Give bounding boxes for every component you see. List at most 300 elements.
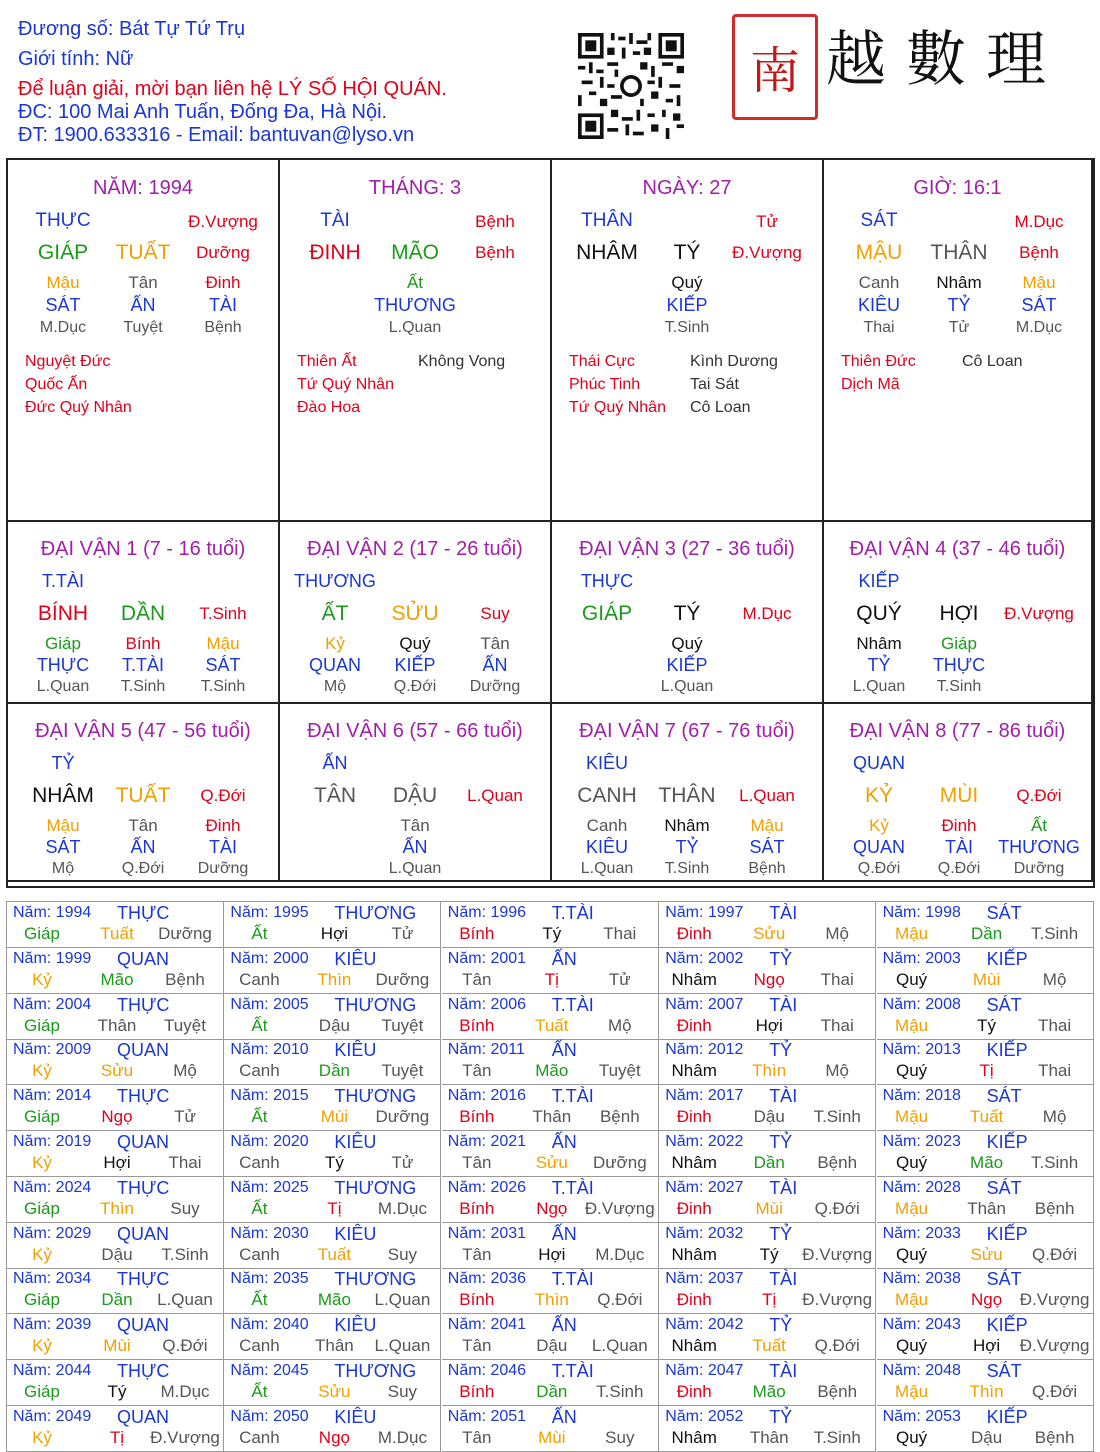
year-cell bbox=[877, 1085, 1094, 1131]
year-stem: Nhâm bbox=[671, 1427, 717, 1447]
pillar-stage: Bệnh bbox=[475, 243, 515, 262]
year-label: Năm: 2049 bbox=[13, 1407, 92, 1425]
year-label: Năm: 2015 bbox=[230, 1087, 309, 1105]
special-star: Thiên Ất bbox=[297, 353, 357, 370]
hidden-stem: Tân bbox=[128, 273, 158, 292]
year-branch: Ngọ bbox=[101, 1107, 133, 1127]
hidden-stage: Dưỡng bbox=[469, 678, 521, 695]
year-branch: Ngọ bbox=[318, 1427, 350, 1447]
year-stage: Thai bbox=[820, 969, 854, 989]
year-stage: Tuyệt bbox=[381, 1015, 424, 1035]
year-god: TỶ bbox=[769, 1223, 793, 1244]
special-star: Quốc Ấn bbox=[25, 376, 88, 393]
year-label: Năm: 1997 bbox=[665, 904, 744, 921]
hidden-stem: Quý bbox=[671, 273, 703, 292]
year-stage: Đ.Vượng bbox=[802, 1244, 873, 1264]
seal-stamp bbox=[732, 14, 818, 120]
dai-van-star: KIÊU bbox=[585, 753, 629, 773]
hidden-stem: Mậu bbox=[46, 816, 80, 835]
year-cell bbox=[7, 948, 224, 994]
hidden-god: KIÊU bbox=[585, 837, 629, 857]
dai-van-star: ẤN bbox=[322, 753, 348, 773]
year-label: Năm: 1994 bbox=[13, 904, 92, 921]
year-god: SÁT bbox=[986, 1269, 1022, 1290]
year-god: KIÊU bbox=[334, 948, 377, 969]
year-label: Năm: 2031 bbox=[447, 1224, 527, 1242]
hidden-god: ẤN bbox=[130, 837, 156, 857]
hidden-stem: Bính bbox=[125, 634, 161, 653]
year-god: KIẾP bbox=[986, 1315, 1028, 1336]
year-cell bbox=[442, 902, 659, 948]
year-god: THỰC bbox=[117, 1086, 170, 1107]
year-branch: Tị bbox=[109, 1427, 125, 1447]
year-stage: Q.Đới bbox=[597, 1290, 643, 1310]
year-label: Năm: 2007 bbox=[665, 995, 744, 1013]
year-branch: Dần bbox=[536, 1382, 568, 1401]
year-stem: Đinh bbox=[676, 924, 712, 943]
hidden-god: THỰC bbox=[36, 655, 90, 675]
year-branch: Sửu bbox=[753, 924, 786, 943]
year-branch: Thìn bbox=[752, 1061, 787, 1081]
year-branch: Ngọ bbox=[971, 1290, 1003, 1310]
pillar-star-right: M.Dục bbox=[1014, 212, 1064, 231]
special-star: Tai Sát bbox=[690, 376, 739, 393]
year-branch: Tuất bbox=[969, 1107, 1004, 1127]
year-god: KIÊU bbox=[334, 1040, 377, 1061]
year-stem: Mậu bbox=[895, 1382, 929, 1401]
year-stage: Suy bbox=[605, 1427, 635, 1447]
year-label: Năm: 2038 bbox=[882, 1270, 961, 1288]
dai-van-star: QUAN bbox=[852, 753, 906, 773]
hidden-stage: Tuyệt bbox=[123, 319, 163, 336]
year-stem: Nhâm bbox=[671, 1153, 717, 1172]
hidden-stage: Thai bbox=[863, 319, 895, 336]
year-cell bbox=[877, 1131, 1094, 1177]
year-label: Năm: 2014 bbox=[13, 1087, 92, 1105]
year-stage: Q.Đới bbox=[162, 1336, 208, 1356]
hidden-god: SÁT bbox=[205, 655, 241, 675]
year-cell bbox=[659, 948, 876, 994]
hidden-god: ẤN bbox=[482, 655, 508, 675]
dai-van-cell bbox=[280, 522, 552, 704]
hidden-stem: Đinh bbox=[205, 273, 241, 292]
hidden-stem: Mậu bbox=[206, 634, 240, 653]
special-stars-right bbox=[690, 350, 778, 419]
hidden-stem: Đinh bbox=[205, 816, 241, 835]
year-god: SÁT bbox=[986, 1086, 1022, 1107]
year-label: Năm: 2032 bbox=[665, 1224, 744, 1242]
year-stage: Q.Đới bbox=[814, 1198, 860, 1218]
year-branch: Thìn bbox=[99, 1198, 135, 1218]
year-branch: Mão bbox=[970, 1153, 1004, 1172]
year-stage: Mộ bbox=[1042, 1107, 1067, 1127]
year-god: TỶ bbox=[769, 1315, 793, 1336]
year-label: Năm: 2053 bbox=[882, 1407, 961, 1425]
year-branch: Thân bbox=[967, 1198, 1006, 1218]
year-cell bbox=[442, 1177, 659, 1223]
year-stage: L.Quan bbox=[157, 1290, 213, 1310]
year-stem: Bính bbox=[459, 1290, 495, 1310]
year-stage: T.Sinh bbox=[161, 1244, 209, 1264]
year-label: Năm: 2041 bbox=[447, 1316, 527, 1334]
dai-van-chi: TUẤT bbox=[115, 784, 171, 807]
year-label: Năm: 2046 bbox=[447, 1362, 527, 1379]
year-branch: Tuất bbox=[317, 1244, 352, 1264]
year-stem: Mậu bbox=[895, 1198, 929, 1218]
year-cell bbox=[442, 1131, 659, 1177]
year-branch: Tị bbox=[544, 969, 559, 989]
dai-van-stage: Q.Đới bbox=[1016, 786, 1062, 805]
pillar-cell bbox=[552, 160, 824, 522]
year-cell bbox=[7, 1406, 224, 1452]
dai-van-cell bbox=[8, 522, 280, 704]
annual-luck-table bbox=[6, 901, 1094, 1452]
year-stem: Bính bbox=[459, 924, 495, 943]
year-cell bbox=[877, 902, 1094, 948]
hidden-god: SÁT bbox=[1021, 295, 1057, 315]
dai-van-cell bbox=[824, 522, 1093, 704]
hidden-god: TÀI bbox=[208, 295, 238, 315]
year-stem: Giáp bbox=[24, 1290, 60, 1310]
year-branch: Hợi bbox=[103, 1153, 131, 1172]
year-branch: Tý bbox=[107, 1382, 127, 1401]
year-god: KIẾP bbox=[986, 1406, 1028, 1427]
year-god: SÁT bbox=[986, 903, 1022, 923]
dai-van-star: KIẾP bbox=[858, 571, 900, 591]
special-star: Cô Loan bbox=[962, 353, 1023, 370]
hidden-stage: L.Quan bbox=[580, 860, 634, 877]
year-branch: Mùi bbox=[755, 1198, 783, 1218]
year-label: Năm: 2043 bbox=[882, 1316, 961, 1334]
hidden-stem: Mậu bbox=[750, 816, 784, 835]
year-cell bbox=[224, 1131, 441, 1177]
year-cell bbox=[224, 1085, 441, 1131]
address-line: ĐC: 100 Mai Anh Tuấn, Đống Đa, Hà Nội. bbox=[18, 101, 388, 123]
year-label: Năm: 2019 bbox=[13, 1133, 92, 1150]
year-cell bbox=[442, 1039, 659, 1085]
hidden-stage: Mộ bbox=[323, 678, 347, 695]
dai-van-stage: T.Sinh bbox=[199, 604, 247, 623]
year-stem: Kỷ bbox=[32, 1153, 52, 1172]
year-stage: Suy bbox=[170, 1198, 200, 1218]
year-stage: T.Sinh bbox=[813, 1427, 861, 1447]
year-cell bbox=[659, 1131, 876, 1177]
year-label: Năm: 2029 bbox=[13, 1224, 92, 1242]
year-god: KIÊU bbox=[334, 1223, 377, 1244]
special-stars-left bbox=[841, 350, 916, 396]
hidden-stem: Canh bbox=[586, 816, 628, 835]
year-stem: Ất bbox=[251, 1198, 268, 1218]
year-stage: Đ.Vượng bbox=[1019, 1290, 1090, 1310]
year-stem: Mậu bbox=[895, 1015, 929, 1035]
year-label: Năm: 2025 bbox=[230, 1178, 309, 1196]
year-branch: Mão bbox=[752, 1382, 786, 1401]
year-branch: Tý bbox=[977, 1015, 997, 1035]
hidden-god: ẤN bbox=[402, 837, 428, 857]
pillar-stage: Bệnh bbox=[1019, 243, 1059, 262]
year-stage: Dưỡng bbox=[592, 1153, 647, 1172]
hidden-stage: Bệnh bbox=[204, 319, 242, 336]
year-cell bbox=[659, 1406, 876, 1452]
year-god: SÁT bbox=[986, 1177, 1022, 1198]
year-label: Năm: 1998 bbox=[882, 904, 961, 921]
dai-van-can: QUÝ bbox=[856, 602, 902, 625]
year-branch: Tị bbox=[327, 1198, 342, 1218]
year-branch: Dần bbox=[753, 1153, 785, 1172]
year-god: THƯƠNG bbox=[334, 1177, 417, 1198]
year-stem: Mậu bbox=[895, 1107, 929, 1127]
year-god: TÀI bbox=[769, 1361, 798, 1381]
year-label: Năm: 2023 bbox=[882, 1133, 961, 1150]
year-god: THỰC bbox=[117, 1177, 170, 1198]
special-star: Không Vong bbox=[418, 353, 506, 370]
year-stem: Nhâm bbox=[671, 969, 717, 989]
hidden-stem: Ất bbox=[406, 273, 424, 292]
pillar-star-left: SÁT bbox=[860, 210, 898, 231]
hidden-god: TỶ bbox=[675, 837, 699, 857]
year-cell bbox=[7, 994, 224, 1040]
dai-van-star: THƯƠNG bbox=[294, 571, 376, 591]
hidden-stem: Ất bbox=[1030, 816, 1048, 835]
year-stage: L.Quan bbox=[374, 1290, 431, 1310]
year-god: QUAN bbox=[117, 1040, 170, 1061]
pillar-star-left: THỰC bbox=[35, 210, 91, 231]
year-god: THỰC bbox=[117, 1361, 170, 1381]
year-stem: Kỷ bbox=[32, 1061, 52, 1081]
year-cell bbox=[877, 1268, 1094, 1314]
year-stage: M.Dục bbox=[595, 1244, 645, 1264]
special-star: Kình Dương bbox=[690, 353, 778, 370]
year-stage: Mộ bbox=[1042, 969, 1067, 989]
year-stem: Đinh bbox=[676, 1290, 712, 1310]
year-cell bbox=[877, 1039, 1094, 1085]
hidden-stem: Tân bbox=[480, 634, 510, 653]
year-cell bbox=[659, 1085, 876, 1131]
year-cell bbox=[224, 1039, 441, 1085]
year-cell bbox=[877, 1223, 1094, 1269]
year-cell bbox=[224, 948, 441, 994]
dai-van-cell bbox=[8, 704, 280, 882]
year-stem: Nhâm bbox=[671, 1244, 717, 1264]
pillar-star-right: Đ.Vượng bbox=[188, 212, 258, 231]
year-god: TỶ bbox=[769, 1132, 793, 1152]
year-god: KIẾP bbox=[986, 1223, 1028, 1244]
year-god: T.TÀI bbox=[551, 1177, 594, 1198]
dai-van-stage: Đ.Vượng bbox=[1004, 604, 1074, 623]
year-stage: Thai bbox=[820, 1015, 854, 1035]
special-star: Nguyệt Đức bbox=[25, 353, 111, 370]
year-god: TÀI bbox=[769, 1086, 798, 1107]
hidden-god: TỶ bbox=[867, 655, 891, 675]
year-branch: Thân bbox=[749, 1427, 789, 1447]
year-branch: Mùi bbox=[320, 1107, 349, 1127]
year-cell bbox=[7, 1314, 224, 1360]
hidden-god: KIẾP bbox=[666, 295, 708, 315]
year-stage: Tuyệt bbox=[381, 1061, 424, 1081]
year-stage: Đ.Vượng bbox=[1019, 1336, 1090, 1356]
special-stars-right bbox=[418, 350, 505, 373]
pillar-star-right: Bệnh bbox=[475, 212, 515, 231]
hidden-stage: Q.Đới bbox=[937, 860, 981, 877]
year-branch: Dậu bbox=[318, 1015, 350, 1035]
year-stage: Q.Đới bbox=[814, 1336, 860, 1356]
year-stage: Thai bbox=[603, 924, 637, 943]
dai-van-star: T.TÀI bbox=[41, 571, 85, 591]
year-label: Năm: 2052 bbox=[665, 1407, 744, 1425]
year-label: Năm: 2016 bbox=[447, 1087, 527, 1105]
dai-van-can: GIÁP bbox=[581, 602, 633, 625]
hidden-stage: M.Dục bbox=[1015, 319, 1063, 336]
year-god: QUAN bbox=[117, 1132, 170, 1152]
hidden-stage: L.Quan bbox=[660, 678, 714, 695]
year-stem: Ất bbox=[251, 1290, 268, 1310]
year-label: Năm: 1995 bbox=[230, 904, 309, 921]
year-god: KIÊU bbox=[334, 1315, 377, 1336]
dai-van-chi: MÙI bbox=[939, 784, 979, 807]
year-god: QUAN bbox=[117, 1223, 170, 1244]
year-cell bbox=[877, 1406, 1094, 1452]
hidden-god: TỶ bbox=[947, 295, 971, 315]
year-branch: Mão bbox=[535, 1061, 569, 1081]
year-cell bbox=[442, 1223, 659, 1269]
year-stage: Tuyệt bbox=[598, 1061, 641, 1081]
year-stage: Dưỡng bbox=[158, 924, 212, 943]
year-branch: Ngọ bbox=[753, 969, 785, 989]
year-god: ẤN bbox=[551, 1040, 577, 1061]
pillar-stage: Dưỡng bbox=[196, 243, 250, 262]
year-god: KIÊU bbox=[334, 1406, 377, 1427]
pillar-chi: TUẤT bbox=[115, 241, 171, 264]
year-god: T.TÀI bbox=[551, 1086, 594, 1107]
hidden-stem: Nhâm bbox=[936, 273, 982, 292]
qr-code-icon[interactable] bbox=[578, 33, 684, 139]
special-star: Phúc Tinh bbox=[569, 376, 641, 393]
hidden-stage: Q.Đới bbox=[393, 678, 437, 695]
year-branch: Tý bbox=[542, 924, 562, 943]
year-branch: Dậu bbox=[101, 1244, 133, 1264]
year-branch: Dậu bbox=[971, 1427, 1003, 1447]
dai-van-can: CANH bbox=[577, 784, 637, 807]
hidden-god: T.TÀI bbox=[121, 655, 165, 675]
year-stage: Bệnh bbox=[1034, 1198, 1075, 1218]
year-stem: Quý bbox=[896, 1427, 928, 1447]
year-label: Năm: 2018 bbox=[882, 1087, 961, 1105]
hidden-stage: L.Quan bbox=[36, 678, 90, 695]
hidden-god: QUAN bbox=[308, 655, 362, 675]
year-branch: Sửu bbox=[100, 1061, 134, 1081]
year-branch: Thìn bbox=[317, 969, 352, 989]
hidden-god: QUAN bbox=[852, 837, 906, 857]
year-branch: Mão bbox=[100, 969, 134, 989]
year-cell bbox=[659, 1039, 876, 1085]
year-label: Năm: 1996 bbox=[447, 904, 527, 921]
year-cell bbox=[877, 1360, 1094, 1406]
year-stem: Nhâm bbox=[671, 1061, 717, 1081]
year-god: TÀI bbox=[769, 1177, 798, 1198]
year-cell bbox=[659, 1223, 876, 1269]
special-stars-left bbox=[297, 350, 394, 419]
year-god: TỶ bbox=[769, 1040, 793, 1061]
year-stage: Mộ bbox=[825, 924, 849, 943]
year-god: THƯƠNG bbox=[334, 1086, 417, 1107]
year-cell bbox=[877, 1177, 1094, 1223]
year-branch: Dậu bbox=[536, 1336, 568, 1356]
year-branch: Mão bbox=[317, 1290, 351, 1310]
year-stage: Suy bbox=[387, 1382, 418, 1401]
hidden-stage: L.Quan bbox=[388, 860, 442, 877]
year-god: THƯƠNG bbox=[334, 1361, 417, 1381]
hidden-stem: Đinh bbox=[941, 816, 977, 835]
pillar-chi: MÃO bbox=[391, 241, 439, 264]
year-cell bbox=[7, 1131, 224, 1177]
year-stem: Tân bbox=[462, 1244, 492, 1264]
year-stage: Đ.Vượng bbox=[802, 1290, 873, 1310]
year-branch: Mùi bbox=[103, 1336, 131, 1356]
dai-van-title: ĐẠI VẬN 3 (27 - 36 tuổi) bbox=[579, 538, 795, 560]
dai-van-cell bbox=[280, 704, 552, 882]
year-stem: Giáp bbox=[24, 1015, 60, 1035]
year-stem: Ất bbox=[251, 1015, 268, 1035]
year-branch: Tuất bbox=[752, 1336, 786, 1356]
year-branch: Tý bbox=[759, 1244, 779, 1264]
year-stem: Kỷ bbox=[32, 1244, 52, 1264]
hidden-stage: L.Quan bbox=[852, 678, 906, 695]
special-star: Đức Quý Nhân bbox=[25, 399, 132, 416]
hidden-stem: Giáp bbox=[941, 634, 977, 653]
year-label: Năm: 2000 bbox=[230, 949, 309, 967]
year-branch: Sửu bbox=[535, 1153, 568, 1172]
year-cell bbox=[224, 1360, 441, 1406]
year-branch: Dần bbox=[318, 1061, 350, 1081]
seal-glyph: 南 bbox=[750, 42, 800, 100]
year-god: ẤN bbox=[551, 1132, 577, 1152]
year-stem: Tân bbox=[462, 1061, 492, 1081]
dai-van-chi: TÝ bbox=[673, 602, 701, 625]
special-star: Đào Hoa bbox=[297, 399, 361, 416]
year-god: T.TÀI bbox=[551, 903, 594, 923]
year-god: THỰC bbox=[117, 903, 170, 923]
year-cell bbox=[442, 1085, 659, 1131]
year-stage: L.Quan bbox=[374, 1336, 431, 1356]
dai-van-chi: DẬU bbox=[392, 784, 438, 807]
pillar-cell bbox=[280, 160, 552, 522]
year-label: Năm: 1999 bbox=[13, 949, 92, 967]
year-god: THƯƠNG bbox=[334, 903, 417, 923]
year-stage: Bệnh bbox=[817, 1153, 858, 1172]
year-label: Năm: 2036 bbox=[447, 1270, 527, 1288]
year-branch: Sửu bbox=[970, 1244, 1003, 1264]
year-stem: Đinh bbox=[676, 1015, 712, 1035]
year-god: T.TÀI bbox=[551, 994, 594, 1015]
year-stem: Kỷ bbox=[32, 1427, 52, 1447]
year-stem: Quý bbox=[896, 969, 928, 989]
year-cell bbox=[442, 1406, 659, 1452]
year-cell bbox=[224, 1406, 441, 1452]
year-stem: Giáp bbox=[24, 924, 60, 943]
year-god: KIẾP bbox=[986, 1040, 1028, 1061]
hidden-god: SÁT bbox=[45, 295, 81, 315]
year-stem: Canh bbox=[239, 1336, 280, 1356]
pillar-chi: TÝ bbox=[673, 241, 701, 264]
year-branch: Thân bbox=[532, 1107, 572, 1127]
year-label: Năm: 2004 bbox=[13, 995, 92, 1013]
pillar-can: GIÁP bbox=[37, 241, 89, 264]
gender-line: Giới tính: Nữ bbox=[18, 48, 134, 70]
hidden-stem: Mậu bbox=[46, 273, 80, 292]
year-label: Năm: 2034 bbox=[13, 1270, 92, 1288]
dai-van-title: ĐẠI VẬN 2 (17 - 26 tuổi) bbox=[307, 538, 523, 560]
year-cell bbox=[224, 902, 441, 948]
